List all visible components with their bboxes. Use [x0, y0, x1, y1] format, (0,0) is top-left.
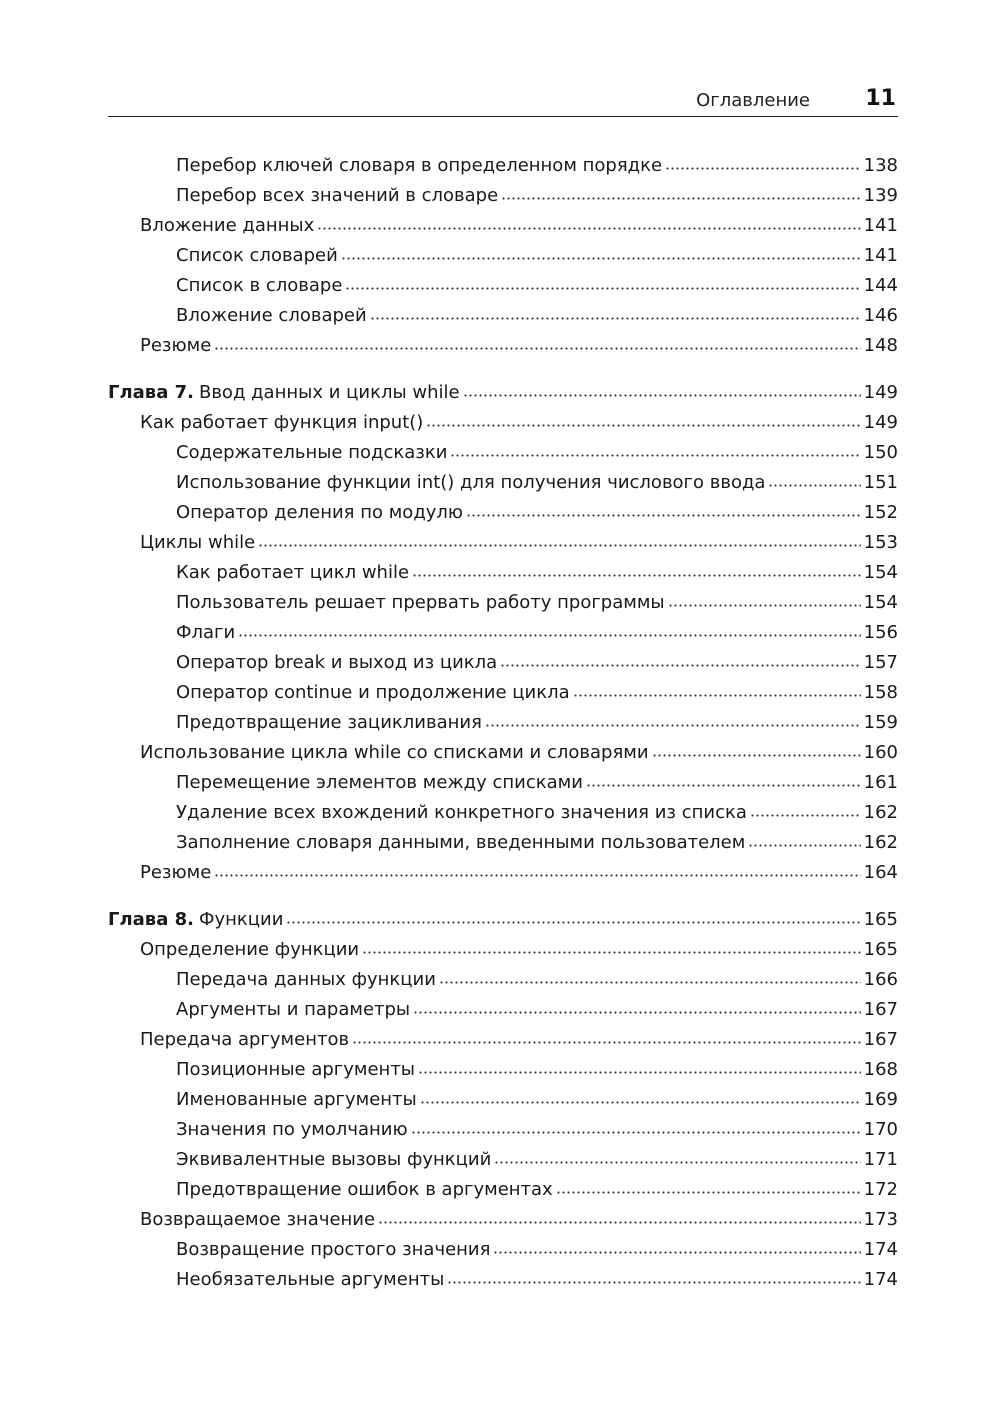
toc-entry-title: Перемещение элементов между списками — [176, 772, 583, 793]
toc-entry-page: 144 — [863, 275, 898, 296]
toc-entry-page: 171 — [863, 1149, 898, 1170]
toc-entry-label — [176, 502, 463, 523]
toc-entry-title: Использование функции int() для получения числового ввода — [176, 472, 766, 493]
dot-leader — [286, 909, 860, 927]
toc-entry[interactable] — [108, 1207, 898, 1237]
toc-entry-label — [176, 1179, 553, 1200]
toc-entry-label — [176, 472, 765, 493]
toc-entry-page: 173 — [863, 1209, 898, 1230]
toc-entry-label — [140, 215, 314, 236]
chapter-number: Глава 8. — [108, 909, 194, 930]
dot-leader — [362, 939, 861, 957]
toc-entry-title: Позиционные аргументы — [176, 1059, 416, 1080]
toc-entry-label — [176, 802, 747, 823]
dot-leader — [341, 245, 861, 263]
dot-leader — [420, 1089, 861, 1107]
dot-leader — [652, 742, 861, 760]
toc-entry-title: Возвращение простого значения — [176, 1239, 491, 1260]
dot-leader — [463, 382, 861, 400]
toc-entry[interactable] — [108, 1267, 898, 1297]
toc-entry-label — [140, 1029, 349, 1050]
toc-entry-page: 172 — [863, 1179, 898, 1200]
dot-leader — [413, 999, 861, 1017]
dot-leader — [748, 832, 860, 850]
toc-entry-page: 174 — [863, 1269, 898, 1290]
dot-leader — [573, 682, 861, 700]
toc-entry-page: 161 — [863, 772, 898, 793]
toc-entry-title: Список в словаре — [176, 275, 343, 296]
toc-entry-label — [176, 832, 745, 853]
toc-entry[interactable] — [108, 830, 898, 860]
toc-entry-label — [176, 1089, 417, 1110]
toc-entry-title: Содержательные подсказки — [176, 442, 448, 463]
toc-entry-title: Именованные аргументы — [176, 1089, 417, 1110]
toc-entry-label — [176, 969, 436, 990]
toc-entry-title: Вложение данных — [140, 215, 315, 236]
chapter-spacer — [108, 890, 898, 907]
dot-leader — [238, 622, 860, 640]
toc-entry-title: Эквивалентные вызовы функций — [176, 1149, 492, 1170]
toc-entry-title: Циклы while — [140, 532, 256, 553]
running-header-title: Оглавление — [696, 90, 810, 111]
toc-entry-page: 148 — [863, 335, 898, 356]
toc-entry-label — [176, 1239, 490, 1260]
toc-entry-page: 158 — [863, 682, 898, 703]
toc-entry-page: 146 — [863, 305, 898, 326]
toc-entry-title: Ввод данных и циклы while — [198, 382, 460, 403]
dot-leader — [447, 1269, 860, 1287]
toc-entry[interactable] — [108, 470, 898, 500]
toc-entry-page: 166 — [863, 969, 898, 990]
dot-leader — [556, 1179, 861, 1197]
toc-entry-title: Функции — [198, 909, 284, 930]
toc-entry-title: Как работает функция input() — [140, 412, 424, 433]
toc-entry-title: Оператор деления по модулю — [176, 502, 464, 523]
toc-entry-title: Предотвращение зацикливания — [176, 712, 482, 733]
dot-leader — [586, 772, 861, 790]
toc-entry[interactable] — [108, 440, 898, 470]
toc-chapter-entry[interactable] — [108, 907, 898, 937]
toc-entry-label — [176, 275, 342, 296]
toc-entry[interactable] — [108, 860, 898, 890]
toc-entry-label — [176, 155, 662, 176]
dot-leader — [450, 442, 860, 460]
toc-entry-title: Необязательные аргументы — [176, 1269, 445, 1290]
toc-entry-label — [140, 862, 211, 883]
toc-entry-label — [140, 335, 211, 356]
toc-entry-label — [176, 442, 447, 463]
table-of-contents — [108, 153, 898, 1297]
toc-entry-label — [176, 185, 498, 206]
toc-entry-page: 139 — [863, 185, 898, 206]
dot-leader — [352, 1029, 861, 1047]
dot-leader — [501, 185, 860, 203]
toc-entry[interactable] — [108, 620, 898, 650]
toc-entry[interactable] — [108, 590, 898, 620]
toc-entry[interactable] — [108, 937, 898, 967]
toc-entry-label — [176, 305, 367, 326]
toc-entry-page: 165 — [863, 939, 898, 960]
toc-entry-page: 160 — [863, 742, 898, 763]
toc-entry[interactable] — [108, 800, 898, 830]
toc-entry-label — [140, 532, 255, 553]
toc-entry-page: 151 — [863, 472, 898, 493]
toc-entry-label — [108, 382, 460, 403]
toc-entry[interactable] — [108, 500, 898, 530]
toc-entry[interactable] — [108, 770, 898, 800]
toc-entry-label — [176, 1269, 444, 1290]
toc-entry[interactable] — [108, 1237, 898, 1267]
toc-entry[interactable] — [108, 410, 898, 440]
toc-entry-page: 159 — [863, 712, 898, 733]
dot-leader — [412, 562, 861, 580]
toc-entry-page: 162 — [863, 832, 898, 853]
toc-entry-page: 141 — [863, 245, 898, 266]
dot-leader — [370, 305, 861, 323]
toc-entry-label — [176, 712, 482, 733]
chapter-spacer — [108, 363, 898, 380]
toc-entry[interactable] — [108, 273, 898, 303]
toc-entry-label — [140, 412, 423, 433]
toc-entry[interactable] — [108, 303, 898, 333]
dot-leader — [214, 335, 860, 353]
toc-entry[interactable] — [108, 710, 898, 740]
dot-leader — [768, 472, 860, 490]
toc-entry-title: Оператор break и выход из цикла — [176, 652, 498, 673]
dot-leader — [214, 862, 860, 880]
toc-entry[interactable] — [108, 560, 898, 590]
toc-entry-title: Удаление всех вхождений конкретного значения из списка — [176, 802, 747, 823]
toc-entry-page: 170 — [863, 1119, 898, 1140]
toc-entry[interactable] — [108, 213, 898, 243]
toc-entry-page: 149 — [863, 412, 898, 433]
toc-entry[interactable] — [108, 1027, 898, 1057]
toc-entry-label — [176, 682, 570, 703]
toc-entry[interactable] — [108, 153, 898, 183]
toc-entry-title: Предотвращение ошибок в аргументах — [176, 1179, 553, 1200]
dot-leader — [345, 275, 860, 293]
toc-entry-page: 168 — [863, 1059, 898, 1080]
toc-entry-title: Флаги — [176, 622, 236, 643]
toc-entry-title: Резюме — [140, 335, 212, 356]
toc-chapter-entry[interactable] — [108, 380, 898, 410]
dot-leader — [418, 1059, 861, 1077]
toc-entry[interactable] — [108, 740, 898, 770]
dot-leader — [378, 1209, 861, 1227]
toc-entry[interactable] — [108, 333, 898, 363]
toc-entry-title: Перебор ключей словаря в определенном порядке — [176, 155, 663, 176]
toc-entry-label — [140, 742, 649, 763]
toc-entry[interactable] — [108, 183, 898, 213]
toc-entry-page: 138 — [863, 155, 898, 176]
toc-entry-title: Пользователь решает прервать работу программы — [176, 592, 665, 613]
toc-entry-page: 154 — [863, 562, 898, 583]
toc-entry-title: Использование цикла while со списками и словарями — [140, 742, 649, 763]
toc-entry-page: 141 — [863, 215, 898, 236]
toc-entry-page: 167 — [863, 999, 898, 1020]
toc-entry-title: Передача аргументов — [140, 1029, 350, 1050]
toc-entry-label — [140, 1209, 375, 1230]
dot-leader — [466, 502, 861, 520]
toc-entry-title: Список словарей — [176, 245, 338, 266]
toc-entry-title: Резюме — [140, 862, 212, 883]
toc-entry[interactable] — [108, 530, 898, 560]
dot-leader — [750, 802, 861, 820]
chapter-number: Глава 7. — [108, 382, 194, 403]
toc-entry-page: 153 — [863, 532, 898, 553]
toc-entry-label — [176, 999, 410, 1020]
toc-entry[interactable] — [108, 1177, 898, 1207]
toc-entry-label — [176, 592, 665, 613]
toc-entry-label — [176, 772, 583, 793]
dot-leader — [317, 215, 860, 233]
toc-entry-label — [140, 939, 359, 960]
dot-leader — [668, 592, 861, 610]
toc-entry-title: Передача данных функции — [176, 969, 436, 990]
toc-entry[interactable] — [108, 1057, 898, 1087]
toc-entry[interactable] — [108, 650, 898, 680]
toc-entry-label — [108, 909, 283, 930]
toc-entry[interactable] — [108, 967, 898, 997]
toc-entry-page: 169 — [863, 1089, 898, 1110]
toc-entry-page: 152 — [863, 502, 898, 523]
dot-leader — [426, 412, 860, 430]
toc-entry-title: Перебор всех значений в словаре — [176, 185, 499, 206]
toc-entry-page: 149 — [863, 382, 898, 403]
toc-entry-title: Заполнение словаря данными, введенными пользователем — [176, 832, 746, 853]
toc-entry-page: 150 — [863, 442, 898, 463]
dot-leader — [500, 652, 860, 670]
running-header — [108, 86, 898, 117]
dot-leader — [485, 712, 861, 730]
toc-entry-title: Как работает цикл while — [176, 562, 410, 583]
toc-entry[interactable] — [108, 1117, 898, 1147]
dot-leader — [665, 155, 861, 173]
toc-entry-label — [176, 245, 338, 266]
toc-entry-label — [176, 562, 409, 583]
toc-entry-page: 156 — [863, 622, 898, 643]
dot-leader — [493, 1239, 860, 1257]
toc-entry-title: Возвращаемое значение — [140, 1209, 376, 1230]
toc-entry-label — [176, 1059, 415, 1080]
toc-entry[interactable] — [108, 243, 898, 273]
toc-entry-page: 165 — [863, 909, 898, 930]
dot-leader — [258, 532, 860, 550]
toc-entry-page: 164 — [863, 862, 898, 883]
toc-entry-title: Вложение словарей — [176, 305, 367, 326]
dot-leader — [411, 1119, 861, 1137]
dot-leader — [439, 969, 861, 987]
toc-entry[interactable] — [108, 680, 898, 710]
page-number: 11 — [865, 86, 896, 111]
toc-entry-label — [176, 622, 235, 643]
toc-entry-page: 167 — [863, 1029, 898, 1050]
toc-entry-page: 174 — [863, 1239, 898, 1260]
toc-entry-page: 157 — [863, 652, 898, 673]
toc-entry[interactable] — [108, 997, 898, 1027]
toc-entry-page: 162 — [863, 802, 898, 823]
toc-entry[interactable] — [108, 1087, 898, 1117]
toc-entry-page: 154 — [863, 592, 898, 613]
toc-entry-title: Аргументы и параметры — [176, 999, 411, 1020]
dot-leader — [494, 1149, 860, 1167]
toc-entry-label — [176, 1149, 491, 1170]
toc-entry-title: Оператор continue и продолжение цикла — [176, 682, 570, 703]
toc-entry-title: Значения по умолчанию — [176, 1119, 408, 1140]
toc-entry-title: Определение функции — [140, 939, 360, 960]
toc-entry-label — [176, 1119, 408, 1140]
toc-entry[interactable] — [108, 1147, 898, 1177]
toc-entry-label — [176, 652, 497, 673]
